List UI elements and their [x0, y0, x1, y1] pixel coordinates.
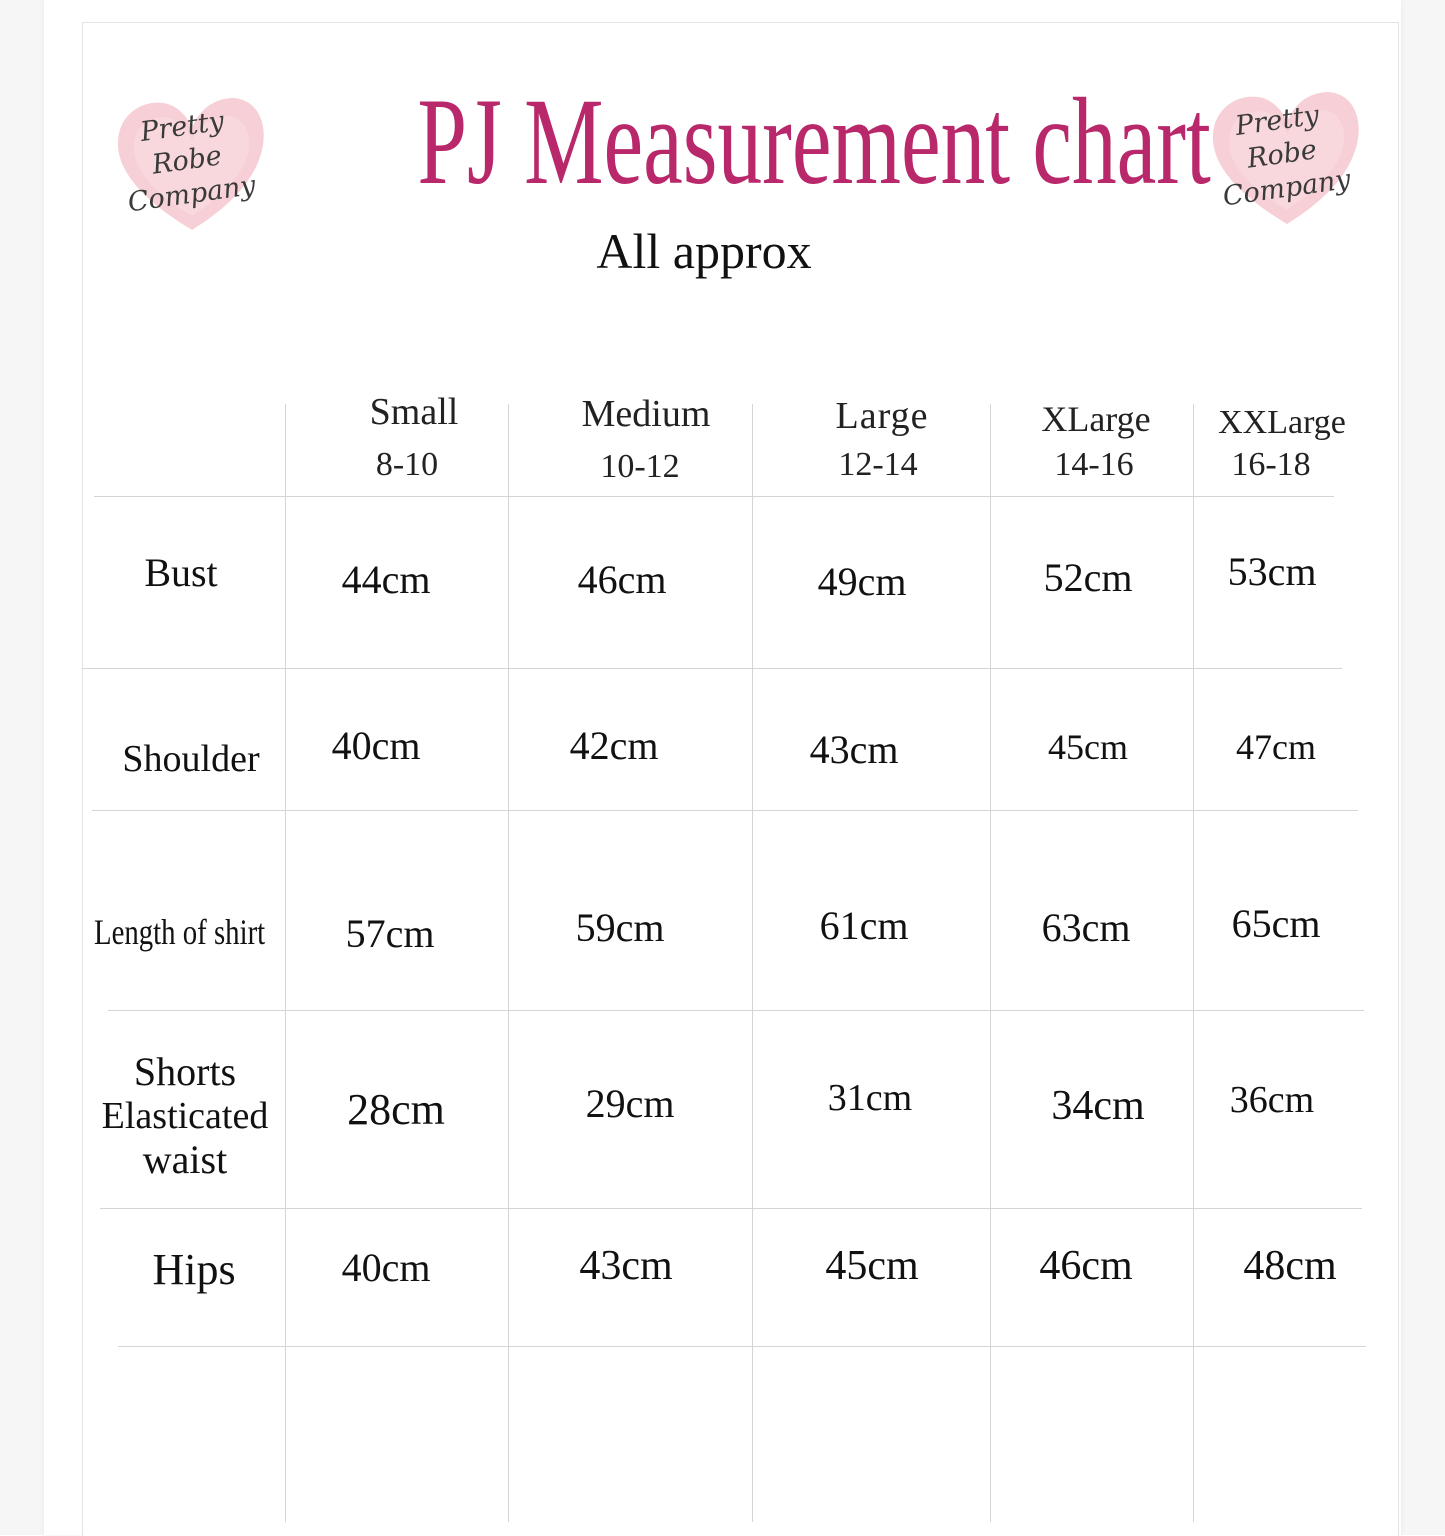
cell-hips-xxlarge: 48cm: [1243, 1243, 1337, 1289]
cell-waist-xxlarge: 36cm: [1229, 1079, 1315, 1121]
grid-line-header: [94, 496, 1334, 497]
row-label-length-of-shirt: Length of shirt: [94, 912, 266, 952]
size-name-xxlarge: XXLarge: [1218, 404, 1346, 441]
page-title: PJ Measurement chart: [417, 73, 1211, 210]
cell-waist-xlarge: 34cm: [1051, 1083, 1145, 1129]
grid-column-line: [752, 404, 753, 1522]
size-name-medium: Medium: [581, 393, 711, 435]
cell-shoulder-medium: 42cm: [569, 723, 659, 768]
row-label-line: Shorts: [133, 1049, 237, 1094]
cell-hips-xlarge: 46cm: [1039, 1243, 1133, 1289]
cell-waist-small: 28cm: [347, 1085, 445, 1134]
logo-text: Pretty Robe Company: [1220, 99, 1353, 213]
grid-line-row: [92, 810, 1358, 811]
row-label-shoulder: Shoulder: [122, 738, 260, 780]
cell-shoulder-large: 43cm: [809, 727, 899, 772]
cell-bust-small: 44cm: [341, 557, 431, 602]
size-range-small: 8-10: [375, 446, 439, 483]
grid-line-row: [108, 1010, 1364, 1011]
row-label-hips: Hips: [152, 1245, 236, 1294]
cell-length-xlarge: 63cm: [1041, 905, 1131, 950]
size-range-xlarge: 14-16: [1054, 446, 1134, 483]
logo-text: Pretty Robe Company: [125, 105, 258, 219]
cell-shoulder-xlarge: 45cm: [1048, 727, 1128, 767]
row-label-line: Elasticated: [101, 1095, 269, 1137]
page-subtitle: All approx: [596, 223, 812, 279]
logo-right: [1207, 86, 1367, 236]
grid-line-row: [118, 1346, 1366, 1347]
cell-hips-small: 40cm: [341, 1245, 431, 1290]
cell-length-large: 61cm: [819, 903, 909, 948]
size-range-large: 12-14: [838, 446, 918, 483]
grid-column-line: [990, 404, 991, 1522]
grid-line-row: [100, 1208, 1362, 1209]
size-range-medium: 10-12: [600, 448, 680, 485]
cell-waist-large: 31cm: [827, 1077, 913, 1119]
cell-length-small: 57cm: [345, 911, 435, 956]
cell-bust-xxlarge: 53cm: [1227, 549, 1317, 594]
grid-column-line: [508, 404, 509, 1522]
cell-hips-medium: 43cm: [579, 1243, 673, 1289]
cell-hips-large: 45cm: [825, 1243, 919, 1289]
row-label-line: waist: [142, 1137, 228, 1182]
grid-column-line: [285, 404, 286, 1522]
size-name-xlarge: XLarge: [1041, 399, 1151, 439]
row-label-bust: Bust: [144, 550, 218, 595]
cell-length-xxlarge: 65cm: [1231, 901, 1321, 946]
cell-length-medium: 59cm: [575, 905, 665, 950]
logo-left: [112, 92, 272, 242]
cell-waist-medium: 29cm: [585, 1081, 675, 1126]
cell-shoulder-xxlarge: 47cm: [1236, 727, 1316, 767]
size-range-xxlarge: 16-18: [1231, 446, 1311, 483]
size-name-small: Small: [369, 391, 459, 433]
row-label-shorts-elasticated-waist: [92, 1050, 278, 1182]
cell-bust-medium: 46cm: [577, 557, 667, 602]
cell-shoulder-small: 40cm: [331, 723, 421, 768]
grid-line-row: [82, 668, 1342, 669]
cell-bust-xlarge: 52cm: [1043, 555, 1133, 600]
size-name-large: Large: [835, 395, 929, 437]
cell-bust-large: 49cm: [817, 559, 907, 604]
